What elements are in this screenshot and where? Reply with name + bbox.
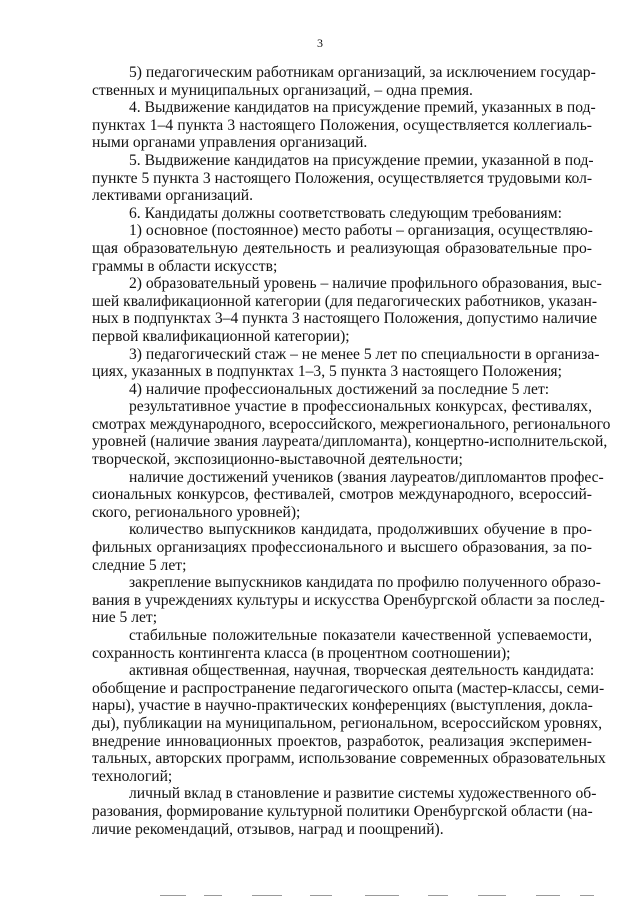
text-line: тальных, авторских программ, использование современных образовательных: [92, 750, 606, 768]
text-line: ды), публикации на муниципальном, региональном, всероссийском уровнях,: [92, 714, 603, 732]
text-line: лективами организаций.: [92, 187, 254, 205]
text-line: 4. Выдвижение кандидатов на присуждение премий, указанных в под-: [129, 99, 596, 117]
text-line: ние 5 лет;: [92, 609, 158, 627]
text-line: стабильные положительные показатели качественной успеваемости,: [129, 627, 592, 644]
text-line: 4) наличие профессиональных достижений за последние 5 лет:: [129, 380, 550, 398]
text-line: личие рекомендаций, отзывов, наград и поощрений).: [92, 820, 444, 838]
text-line: ными органами управления организаций.: [92, 134, 368, 152]
text-line: циях, указанных в подпунктах 1–3, 5 пункта 3 настоящего Положения;: [92, 363, 562, 381]
text-line: сохранность контингента класса (в процентном соотношении);: [92, 644, 511, 662]
text-line: вания в учреждениях культуры и искусства Оренбургской области за послед-: [92, 591, 605, 609]
text-line: нары), участие в научно-практических конференциях (выступления, доклa-: [92, 697, 593, 715]
text-line: результативное участие в профессиональных конкурсах, фестивалях,: [129, 398, 592, 416]
document-body: [92, 64, 611, 838]
text-line: фильных организациях профессионального и высшего образования, за по-: [92, 539, 592, 557]
text-line: разования, формирование культурной политики Оренбургской области (на-: [92, 802, 593, 820]
text-line: закрепление выпускников кандидата по профилю полученного образо-: [129, 574, 601, 592]
text-line: следние 5 лет;: [92, 556, 187, 574]
text-line: ственных и муниципальных организаций, – одна премия.: [92, 81, 473, 99]
text-line: личный вклад в становление и развитие системы художественного об-: [129, 785, 597, 803]
text-line: 3) педагогический стаж – не менее 5 лет по специальности в организа-: [129, 345, 600, 363]
text-line: щая образовательную деятельность и реализующая образовательные про-: [92, 239, 592, 257]
text-line: технологий;: [92, 767, 173, 785]
text-line: сиональных конкурсов, фестивалей, смотров международного, всероссий-: [92, 486, 592, 504]
page-number: 3: [317, 36, 323, 50]
text-line: пунктах 1–4 пункта 3 настоящего Положения, осуществляется коллегиаль-: [92, 116, 592, 134]
text-line: наличие достижений учеников (звания лауреатов/дипломантов профес-: [129, 468, 604, 486]
text-line: 5) педагогическим работникам организаций, за исключением государ-: [129, 64, 596, 81]
text-line: пункте 5 пункта 3 настоящего Положения, осуществляется трудовыми кол-: [92, 169, 593, 187]
text-line: активная общественная, научная, творческая деятельность кандидата:: [129, 662, 595, 680]
text-line: ных в подпунктах 3–4 пункта 3 настоящего Положения, допустимо наличие: [92, 310, 597, 328]
text-line: обобщение и распространение педагогического опыта (мастер-классы, семи-: [92, 679, 605, 697]
text-line: граммы в области искусств;: [92, 257, 278, 275]
text-line: смотрах международного, всероссийского, межрегионального, регионального: [92, 415, 611, 433]
text-line: творческой, экспозиционно-выставочной деятельности;: [92, 451, 463, 469]
text-line: шей квалификационной категории (для педагогических работников, указан-: [92, 292, 598, 310]
text-line: 2) образовательный уровень – наличие профильного образования, выс-: [129, 275, 602, 293]
text-line: 1) основное (постоянное) место работы – организация, осуществляю-: [129, 222, 593, 240]
text-line: внедрение инновационных проектов, разработок, реализация эксперимен-: [92, 732, 592, 750]
text-line: ского, регионального уровней);: [92, 503, 301, 521]
text-line: 6. Кандидаты должны соответствовать следующим требованиям:: [129, 204, 562, 222]
text-line: уровней (наличие звания лауреата/дипломанта), концертно-исполнительской,: [92, 433, 608, 451]
text-line: первой квалификационной категории);: [92, 327, 350, 345]
text-line: количество выпускников кандидата, продолживших обучение в про-: [129, 521, 592, 539]
text-line: 5. Выдвижение кандидатов на присуждение премии, указанной в под-: [129, 151, 594, 169]
scan-artifact-marks: [160, 892, 600, 900]
